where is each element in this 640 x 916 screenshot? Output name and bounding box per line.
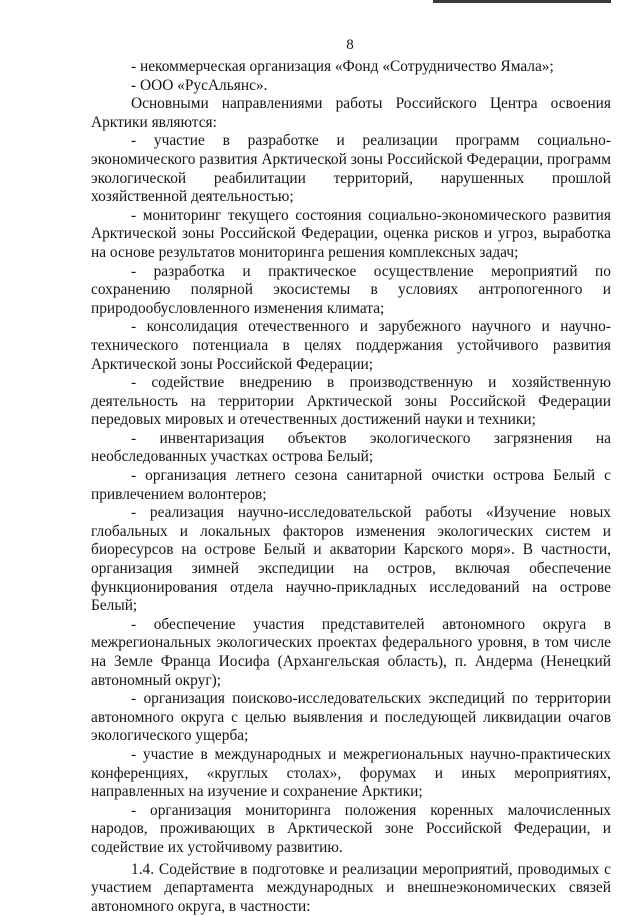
list-item: - консолидация отечественного и зарубежного научного и научно-технического потенциала в целях поддержания устойчивого развития Арктической зоны Российской Федерации; — [91, 318, 611, 373]
section-1-4-paragraph: 1.4. Содействие в подготовке и реализации мероприятий, проводимых с участием департамента международных и внешнеэкономических связей автономного округа, в частности: — [91, 860, 611, 915]
page-number: 8 — [346, 37, 354, 53]
list-item: - организация летнего сезона санитарной очистки острова Белый с привлечением волонтеров; — [91, 467, 611, 503]
list-item: - реализация научно-исследовательской работы «Изучение новых глобальных и локальных факторов изменения экологических систем и биоресурсов на острове Белый и акватории Карского моря». В частности, организация зимней экспедиции на остров, включая обеспечение функционирования отдела научно-прикладных исследований на острове Белый; — [91, 504, 611, 615]
list-item-fond: - некоммерческая организация «Фонд «Сотрудничество Ямала»; — [131, 58, 554, 75]
list-item: - разработка и практическое осуществление мероприятий по сохранению полярной экосистемы в условиях антропогенного и природообусловленного изменения климата; — [91, 262, 611, 317]
list-item: - мониторинг текущего состояния социально-экономического развития Арктической зоны Российской Федерации, оценка рисков и угроз, выработка на основе результатов мониторинга решения комплексных задач; — [91, 206, 611, 261]
list-item: - обеспечение участия представителей автономного округа в межрегиональных экологических проектах федерального уровня, в том числе на Земле Франца Иосифа (Архангельская область), п. Андерма (Ненецкий автономный округ); — [91, 615, 611, 689]
list-item: - участие в разработке и реализации программ социально-экономического развития Арктической зоны Российской Федерации, программ экологической реабилитации территорий, нарушенных прошлой хозяйственной деятельностью; — [91, 132, 611, 206]
list-item: - организация поисково-исследовательских экспедиций по территории автономного округа с целью выявления и последующей ликвидации очагов экологического ущерба; — [91, 690, 611, 745]
top-edge-line — [433, 0, 611, 3]
list-item: - содействие внедрению в производственную и хозяйственную деятельность на территории Арктической зоны Российской Федерации передовых мировых и отечественных достижений науки и техники; — [91, 374, 611, 429]
list-item: - инвентаризация объектов экологического загрязнения на необследованных участках острова Белый; — [91, 429, 611, 466]
intro-paragraph: Основными направлениями работы Российского Центра освоения Арктики являются: — [91, 95, 611, 131]
document-body — [91, 58, 611, 916]
list-item: - участие в международных и межрегиональных научно-практических конференциях, «круглых столах», форумах и иных мероприятиях, направленных на изучение и сохранение Арктики; — [91, 745, 611, 801]
list-item: - организация мониторинга положения коренных малочисленных народов, проживающих в Арктической зоне Российской Федерации, и содействие их устойчивому развитию. — [91, 801, 611, 856]
list-item-rusalyans: - ООО «РусАльянс». — [131, 76, 268, 94]
